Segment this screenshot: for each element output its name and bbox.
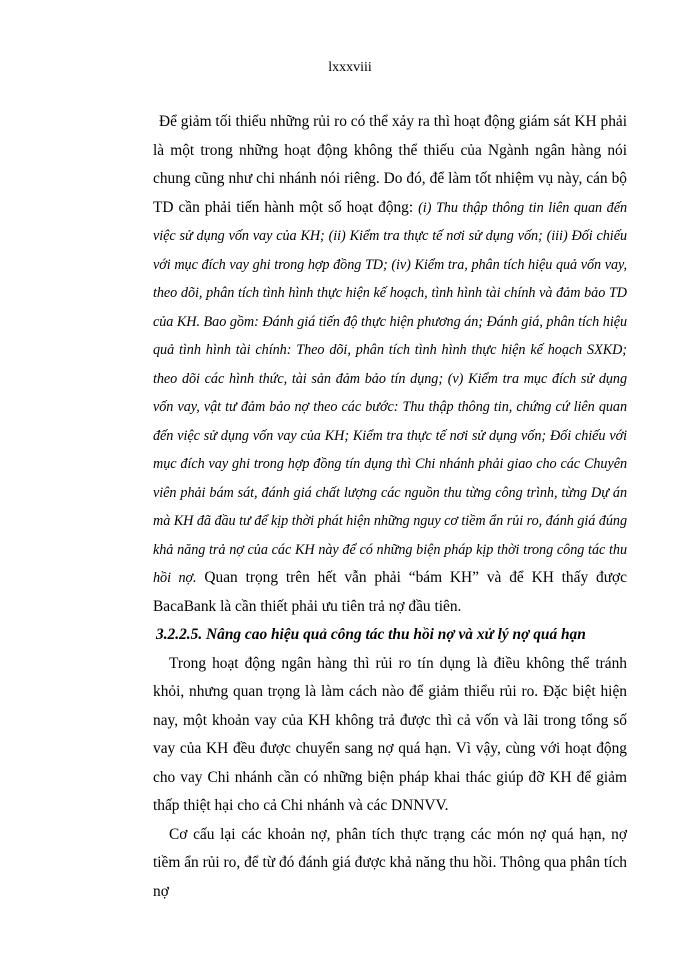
- paragraph-supervision-activities: (i) Thu thập thông tin liên quan đến việc sử dụng vốn vay của KH; (ii) Kiểm tra thực tế nơi sử dụng vốn; (iii) Đối chiếu với mục đích vay ghi trong hợp đồng TD; (iv) Kiểm tra, phân tích hiệu quả vốn vay, theo dõi, phân tích tình hình thực hiện kế hoạch, tình hình tài chính và đảm bảo TD của KH. Bao gồm: Đánh giá tiến độ thực hiện phương án; Đánh giá, phân tích hiệu quả tình hình tài chính: Theo dõi, phân tích tình hình thực hiện kế hoạch SXKD; theo dõi các hình thức, tài sản đảm bảo tín dụng; (v) Kiểm tra mục đích sử dụng vốn vay, vật tư đảm bảo nợ theo các bước: Thu thập thông tin, chứng cứ liên quan đến việc sử dụng vốn vay của KH; Kiểm tra thực tế nơi sử dụng vốn; Đối chiếu với mục đích vay ghi trong hợp đồng tín dụng thì Chi nhánh phải giao cho các Chuyên viên phải bám sát, đánh giá chất lượng các nguồn thu từng công trình, từng Dự án mà KH đã đầu tư để kịp thời phát hiện những nguy cơ tiềm ẩn rủi ro, đánh giá đúng khả năng trả nợ của các KH này để có những biện pháp kịp thời trong công tác thu hồi nợ.: [153, 199, 627, 586]
- paragraph-debt-restructuring: Cơ cấu lại các khoản nợ, phân tích thực trạng các món nợ quá hạn, nợ tiềm ẩn rủi ro, để từ đó đánh giá được khả năng thu hồi. Thông qua phân tích nợ: [153, 825, 627, 900]
- paragraph-supervision-closing: Quan trọng trên hết vẫn phải “bám KH” và để KH thấy được BacaBank là cần thiết phải ưu tiên trả nợ đầu tiên.: [153, 569, 628, 615]
- section-heading: 3.2.2.5. Nâng cao hiệu quả công tác thu hồi nợ và xử lý nợ quá hạn: [156, 626, 586, 643]
- page-number: lxxxviii: [328, 60, 372, 75]
- paragraph-credit-risk: Trong hoạt động ngân hàng thì rủi ro tín dụng là điều không thể tránh khỏi, nhưng quan trọng là làm cách nào để giảm thiểu rủi ro. Đặc biệt hiện nay, một khoản vay của KH không trả được thì cả vốn và lãi trong tổng số vay của KH đều được chuyển sang nợ quá hạn. Vì vậy, cùng với hoạt động cho vay Chi nhánh cần có những biện pháp khai thác giúp đỡ KH để giảm thấp thiệt hại cho cả Chi nhánh và các DNNVV.: [153, 654, 627, 814]
- document-body: [153, 108, 627, 906]
- paragraph-supervision: [153, 108, 627, 621]
- paragraph-supervision-intro: Để giảm tối thiểu những rủi ro có thể xảy ra thì hoạt động giám sát KH phải là một trong những hoạt động không thể thiếu của Ngành ngân hàng nói chung cũng như chi nhánh nói riêng. Do đó, để làm tốt nhiệm vụ này, cán bộ TD cần phải tiến hành một số hoạt động:: [153, 113, 627, 216]
